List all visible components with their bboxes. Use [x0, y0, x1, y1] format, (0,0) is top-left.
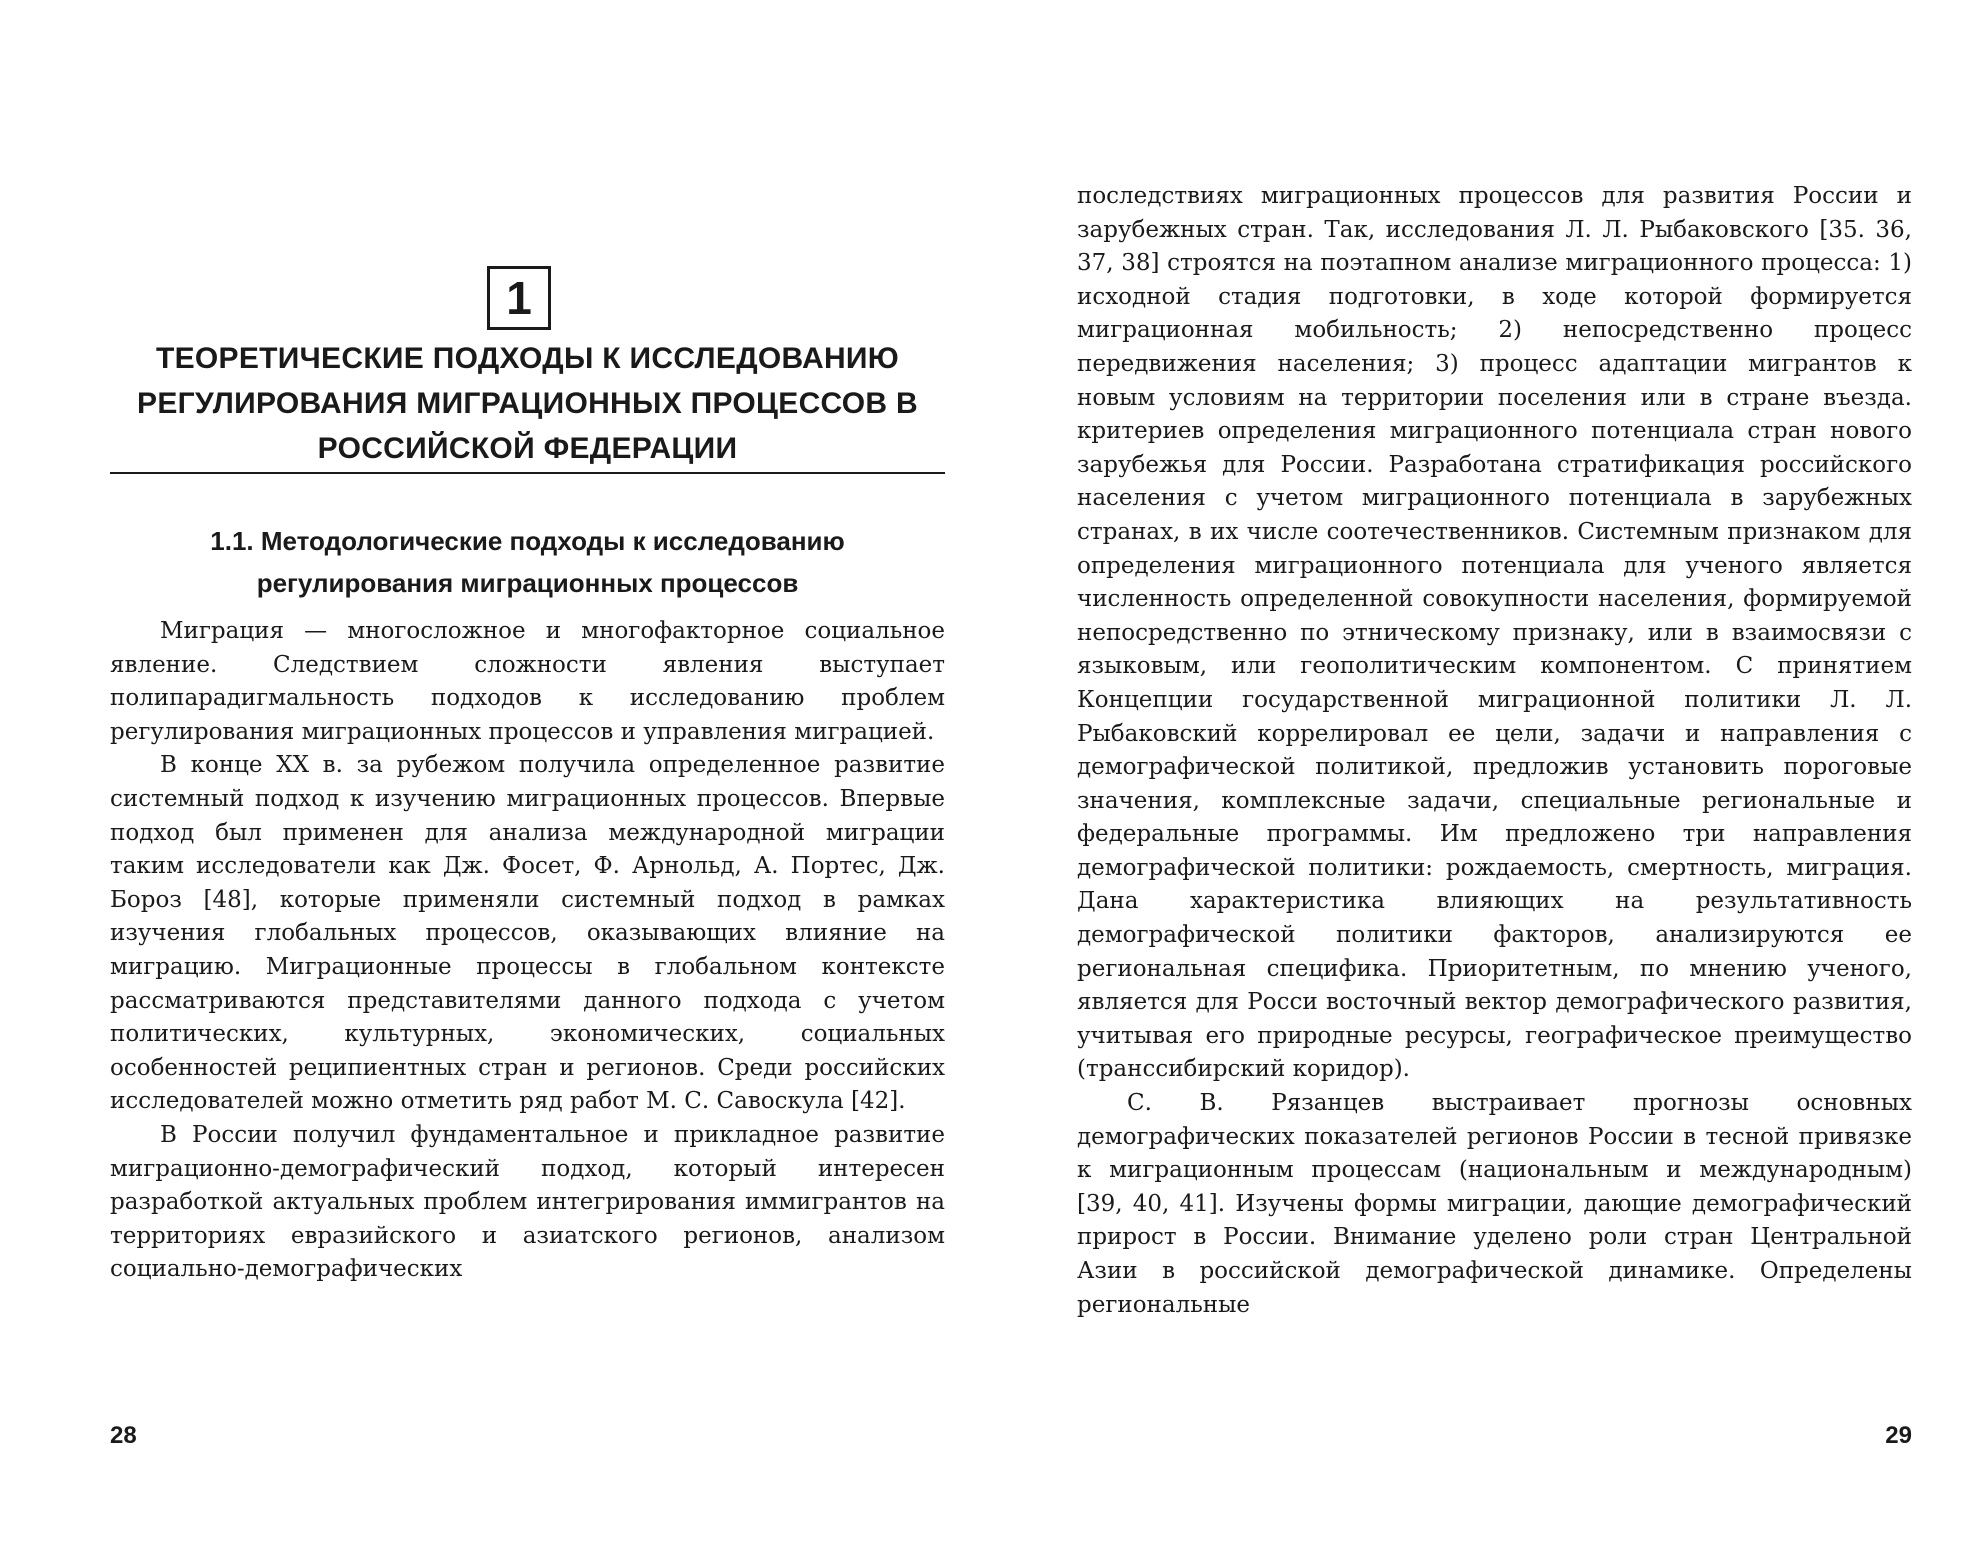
paragraph: В конце XX в. за рубежом получила определенное развитие системный подход к изучению миграционных процессов. Впервые подход был применен для анализа международной миграции таким исследователи как Дж. Фосет, Ф. Арнольд, А. Портес, Дж. Бороз [48], которые применяли системный подход в рамках изучения глобальных процессов, оказывающих влияние на миграцию. Миграционные процессы в глобальном контексте рассматриваются представителями данного подхода с учетом политических, культурных, экономических, социальных особенностей реципиентных стран и регионов. Среди российских исследователей можно отметить ряд работ М. С. Савоскула [42]. — [110, 752, 945, 1115]
page-number: 28 — [110, 1422, 137, 1449]
left-body-text — [110, 615, 945, 1287]
title-divider — [110, 472, 945, 474]
chapter-number-box: 1 — [487, 266, 551, 330]
paragraph: В России получил фундаментальное и прикладное развитие миграционно-демографический подход, который интересен разработкой актуальных проблем интегрирования иммигрантов на территориях евразийского и азиатского регионов, анализом социально-демографических — [110, 1121, 945, 1283]
chapter-title: ТЕОРЕТИЧЕСКИЕ ПОДХОДЫ К ИССЛЕДОВАНИЮ РЕГУЛИРОВАНИЯ МИГРАЦИОННЫХ ПРОЦЕССОВ В РОССИЙСКОЙ ФЕДЕРАЦИИ — [137, 342, 918, 465]
paragraph: С. В. Рязанцев выстраивает прогнозы основных демографических показателей регионов России в тесной привязке к миграционным процессам (национальным и международным) [39, 40, 41]. Изучены формы миграции, дающие демографический прирост в России. Внимание уделено роли стран Центральной Азии в российской демографической динамике. Определены региональные — [1077, 1090, 1912, 1318]
left-page — [110, 0, 945, 1564]
right-body-text — [1077, 180, 1912, 1322]
section-title: 1.1. Методологические подходы к исследованию регулирования миграционных процессов — [210, 526, 845, 598]
page-number: 29 — [1885, 1422, 1912, 1449]
paragraph: Миграция — многосложное и многофакторное социальное явление. Следствием сложности явления выступает полипарадигмальность подходов к исследованию проблем регулирования миграционных процессов и управления миграцией. — [110, 618, 945, 745]
right-page — [1077, 0, 1912, 1564]
paragraph: последствиях миграционных процессов для развития России и зарубежных стран. Так, исследования Л. Л. Рыбаковского [35. 36, 37, 38] строятся на поэтапном анализе миграционного процесса: 1) исходной стадия подготовки, в ходе которой формируется миграционная мобильность; 2) непосредственно процесс передвижения населения; 3) процесс адаптации мигрантов к новым условиям на территории поселения или в стране въезда. критериев определения миграционного потенциала стран нового зарубежья для России. Разработана стратификация российского населения с учетом миграционного потенциала в зарубежных странах, в их числе соотечественников. Системным признаком для определения миграционного потенциала для ученого является численность определенной совокупности населения, формируемой непосредственно по этническому признаку, или в взаимосвязи с языковым, или геополитическим компонентом. С принятием Концепции государственной миграционной политики Л. Л. Рыбаковский коррелировал ее цели, задачи и направления с демографической политикой, предложив установить пороговые значения, комплексные задачи, специальные региональные и федеральные программы. Им предложено три направления демографической политики: рождаемость, смертность, миграция. Дана характеристика влияющих на результативность демографической политики факторов, анализируются ее региональная специфика. Приоритетным, по мнению ученого, является для Росси восточный вектор демографического развития, учитывая его природные ресурсы, географическое преимущество (транссибирский коридор). — [1077, 183, 1912, 1083]
